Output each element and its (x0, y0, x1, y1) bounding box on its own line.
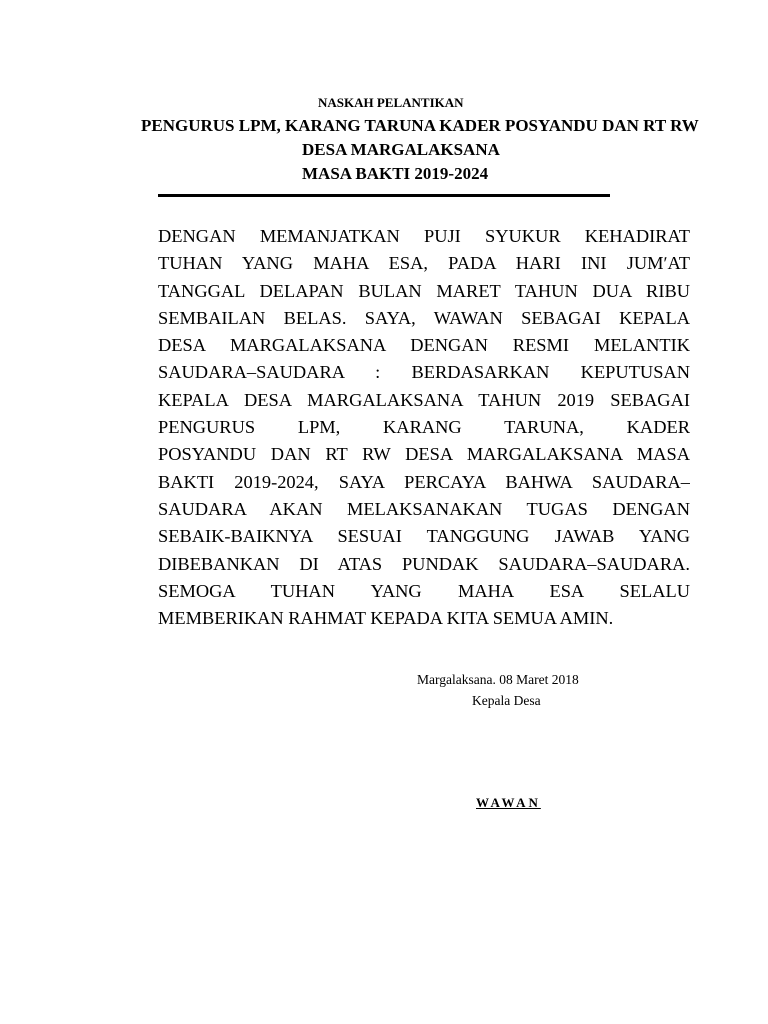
signature-title: Kepala Desa (472, 693, 541, 708)
text-line: SEMOGA TUHAN YANG MAHA ESA SELALU (158, 580, 690, 601)
text-line: DIBEBANKAN DI ATAS PUNDAK SAUDARA–SAUDARA. (158, 553, 690, 574)
text-line: DENGAN MEMANJATKAN PUJI SYUKUR KEHADIRAT (158, 226, 690, 246)
text-line: DESA MARGALAKSANA DENGAN RESMI MELANTIK (158, 335, 690, 356)
document-village: DESA MARGALAKSANA (302, 140, 500, 159)
text-line: PENGURUS LPM, KARANG TARUNA, KADER (158, 417, 690, 438)
text-line: KEPALA DESA MARGALAKSANA TAHUN 2019 SEBAGAI (158, 389, 690, 410)
signature-name: WAWAN (476, 795, 541, 810)
document-subtitle: NASKAH PELANTIKAN (318, 95, 464, 110)
document-title: PENGURUS LPM, KARANG TARUNA KADER POSYANDU DAN RT RW (141, 116, 699, 135)
text-line: TANGGAL DELAPAN BULAN MARET TAHUN DUA RIBU (158, 280, 690, 301)
text-line: POSYANDU DAN RT RW DESA MARGALAKSANA MASA (158, 444, 690, 465)
document-period: MASA BAKTI 2019-2024 (302, 164, 489, 183)
text-line: SEMBAILAN BELAS. SAYA, WAWAN SEBAGAI KEPALA (158, 307, 690, 328)
text-line: SEBAIK-BAIKNYA SESUAI TANGGUNG JAWAB YANG (158, 526, 690, 547)
inauguration-text (158, 223, 690, 632)
text-line: SAUDARA–SAUDARA : BERDASARKAN KEPUTUSAN (158, 362, 690, 383)
signature-place-date: Margalaksana. 08 Maret 2018 (417, 672, 579, 687)
text-line: TUHAN YANG MAHA ESA, PADA HARI INI JUMʹAT (158, 253, 690, 274)
text-line: SAUDARA AKAN MELAKSANAKAN TUGAS DENGAN (158, 498, 690, 519)
text-line: BAKTI 2019-2024, SAYA PERCAYA BAHWA SAUDARA– (158, 471, 690, 492)
text-line: MEMBERIKAN RAHMAT KEPADA KITA SEMUA AMIN. (158, 608, 614, 629)
header-divider (158, 194, 610, 197)
